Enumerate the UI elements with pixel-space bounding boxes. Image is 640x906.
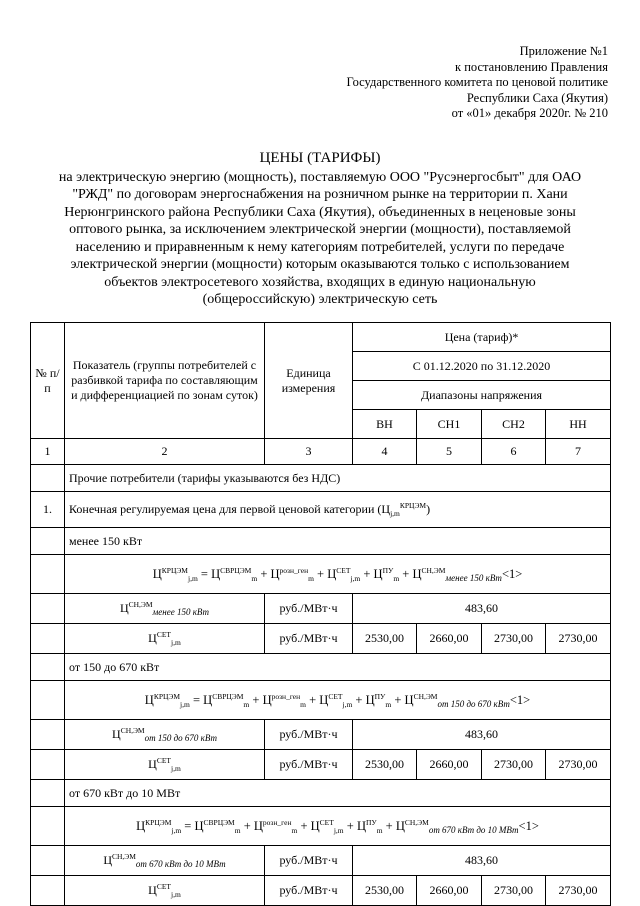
group-label: от 670 кВт до 10 МВт <box>65 780 611 807</box>
set-value: 2660,00 <box>417 750 482 780</box>
col-number: 7 <box>546 439 611 465</box>
sn-component: $Ц^{СН,ЭМ}_{от 150 до 670 кВт}$ <box>65 720 265 750</box>
set-value: 2530,00 <box>353 624 417 654</box>
col-number: 6 <box>482 439 546 465</box>
row1-title: Конечная регулируемая цена для первой ценовой категории $(Ц_{j,m}^{КРЦЭМ})$ <box>65 492 611 528</box>
other-consumers-row: Прочие потребители (тарифы указываются без НДС) <box>65 465 611 492</box>
row-number: 1. <box>31 492 65 528</box>
appendix-line: к постановлению Правления <box>455 59 608 74</box>
set-value: 2660,00 <box>417 624 482 654</box>
title-line: населению и приравненным к нему категориям потребителей, услуги по передаче <box>75 239 565 255</box>
voltage-nn: НН <box>546 410 611 439</box>
set-value: 2730,00 <box>546 750 611 780</box>
set-value: 2730,00 <box>482 876 546 906</box>
voltage-sn2: СН2 <box>482 410 546 439</box>
appendix-line: Приложение №1 <box>519 44 608 58</box>
set-value: 2660,00 <box>417 876 482 906</box>
appendix-line: Республики Саха (Якутия) <box>466 90 608 105</box>
groups-body <box>31 528 611 906</box>
document-title <box>30 150 610 309</box>
unit-cell: руб./МВт·ч <box>265 750 353 780</box>
col-unit-header: Единица измерения <box>265 323 353 439</box>
sn-value: 483,60 <box>353 720 611 750</box>
group-label: от 150 до 670 кВт <box>65 654 611 681</box>
group-label: менее 150 кВт <box>65 528 611 555</box>
title-line: Нерюнгринского района Республики Саха (Якутия), объединенных в неценовые зоны <box>64 204 576 220</box>
price-header: Цена (тариф)* <box>353 323 611 352</box>
col-number: 2 <box>65 439 265 465</box>
voltage-sn1: СН1 <box>417 410 482 439</box>
col-number: 3 <box>265 439 353 465</box>
appendix-line: Государственного комитета по ценовой политике <box>346 75 608 89</box>
voltage-vn: ВН <box>353 410 417 439</box>
title-heading: ЦЕНЫ (ТАРИФЫ) <box>259 150 381 166</box>
unit-cell: руб./МВт·ч <box>265 594 353 624</box>
price-formula: $Ц^{КРЦЭМ}_{j,m} = Ц^{СВРЦЭМ}_m + Ц^{розн\_ген}_m + Ц^{СЕТ}_{j,m} + Ц^{ПУ}_m + Ц^{СН,ЭМ}_{от 670 кВт до 10 МВт}<1>$ <box>65 807 611 846</box>
sn-component: $Ц^{СН,ЭМ}_{от 670 кВт до 10 МВт}$ <box>65 846 265 876</box>
set-value: 2530,00 <box>353 876 417 906</box>
set-value: 2730,00 <box>482 750 546 780</box>
price-formula: $Ц^{КРЦЭМ}_{j,m} = Ц^{СВРЦЭМ}_m + Ц^{розн\_ген}_m + Ц^{СЕТ}_{j,m} + Ц^{ПУ}_m + Ц^{СН,ЭМ}_{менее 150 кВт}<1>$ <box>65 555 611 594</box>
title-line: оптового рынка, за исключением электрической энергии (мощности), поставляемой <box>69 222 571 237</box>
set-value: 2730,00 <box>546 876 611 906</box>
title-line: (общероссийскую) электрическую сеть <box>202 292 438 307</box>
set-value: 2530,00 <box>353 750 417 780</box>
set-component: $Ц^{СЕТ}_{j,m}$ <box>65 750 265 780</box>
title-line: объектов электросетевого хозяйства, входящих в единую национальную <box>104 274 536 290</box>
col-indicator-header: Показатель (группы потребителей с разбивкой тарифа по составляющим и дифференциацией по зонам суток) <box>65 323 265 439</box>
col-no-header: № п/п <box>31 323 65 439</box>
col-number: 4 <box>353 439 417 465</box>
unit-cell: руб./МВт·ч <box>265 876 353 906</box>
unit-cell: руб./МВт·ч <box>265 846 353 876</box>
title-line: на электрическую энергию (мощность), поставляемую ООО "Русэнергосбыт" для ОАО <box>58 169 582 185</box>
period-header: С 01.12.2020 по 31.12.2020 <box>353 352 611 381</box>
price-formula: $Ц^{КРЦЭМ}_{j,m} = Ц^{СВРЦЭМ}_m + Ц^{розн\_ген}_m + Ц^{СЕТ}_{j,m} + Ц^{ПУ}_m + Ц^{СН,ЭМ}_{от 150 до 670 кВт}<1>$ <box>65 681 611 720</box>
sn-value: 483,60 <box>353 594 611 624</box>
title-line: "РЖД" по договорам энергоснабжения на розничном рынке на территории п. Хани <box>72 187 568 202</box>
voltage-header: Диапазоны напряжения <box>353 381 611 410</box>
set-value: 2730,00 <box>482 624 546 654</box>
col-number: 5 <box>417 439 482 465</box>
appendix-line: от «01» декабря 2020г. № 210 <box>451 106 608 120</box>
tariff-table <box>30 322 611 906</box>
set-value: 2730,00 <box>546 624 611 654</box>
col-number: 1 <box>31 439 65 465</box>
appendix-block <box>288 44 608 122</box>
set-component: $Ц^{СЕТ}_{j,m}$ <box>65 624 265 654</box>
unit-cell: руб./МВт·ч <box>265 624 353 654</box>
title-line: электрической энергии (мощности) которым оказываются только с использованием <box>70 257 570 272</box>
sn-component: $Ц^{СН,ЭМ}_{менее 150 кВт}$ <box>65 594 265 624</box>
set-component: $Ц^{СЕТ}_{j,m}$ <box>65 876 265 906</box>
sn-value: 483,60 <box>353 846 611 876</box>
unit-cell: руб./МВт·ч <box>265 720 353 750</box>
